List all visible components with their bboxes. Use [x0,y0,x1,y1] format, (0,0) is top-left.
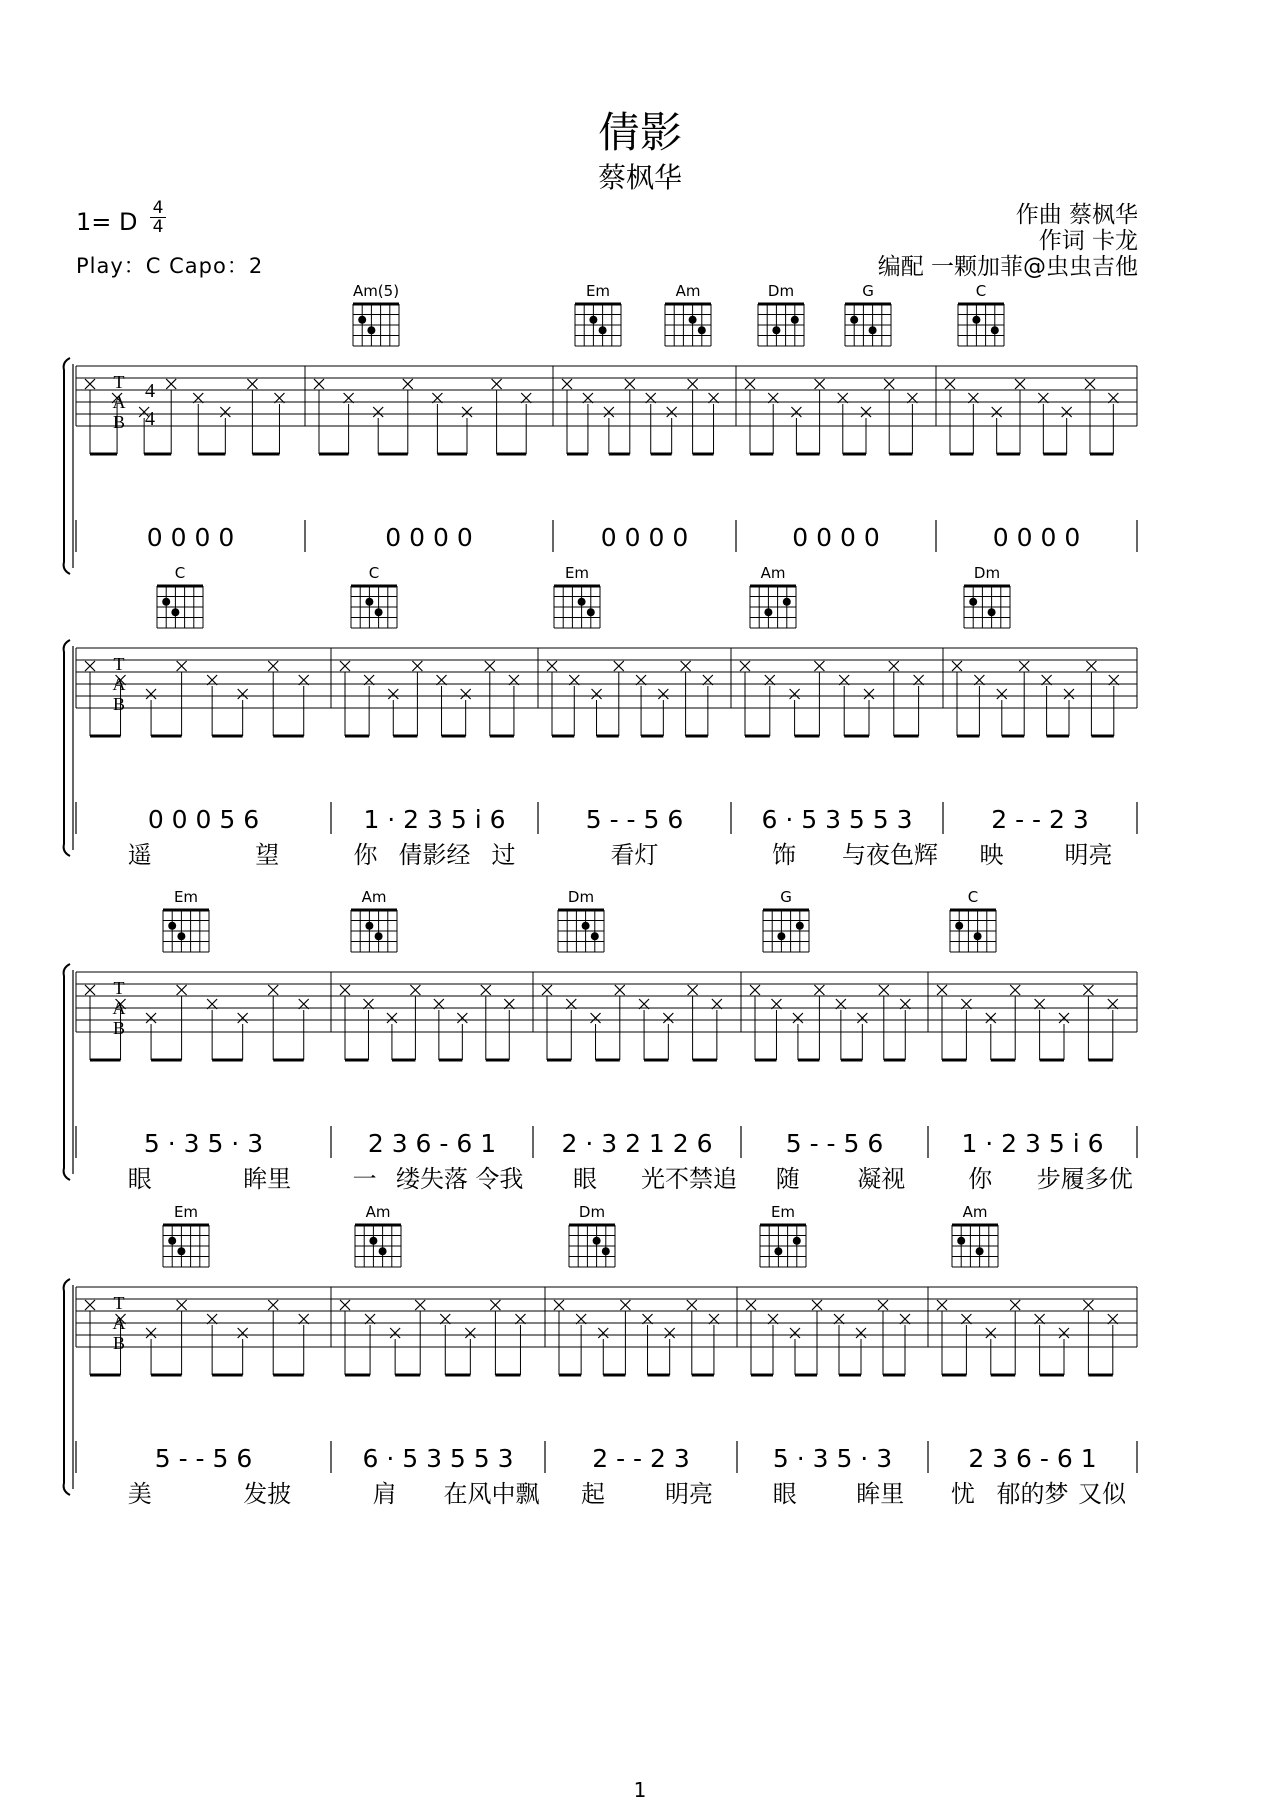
strum-x-mark [146,689,156,699]
strum-x-mark [490,1300,500,1310]
strum-x-mark [1083,1300,1093,1310]
chord-finger-dot [791,316,799,324]
chord-finger-dot [796,922,804,930]
chord-finger-dot [375,608,383,616]
lyric-text: 发披 [243,1480,292,1508]
chord-diagram [958,282,1004,346]
lyric-text: 缕失落 [396,1165,468,1193]
chord-finger-dot [162,598,170,606]
lyric-text: 又似 [1078,1480,1127,1508]
strum-x-mark [412,661,422,671]
chord-name: Am [365,1203,391,1221]
chord-diagram [351,564,397,628]
lyric-text: 美 [127,1480,152,1508]
jianpu-measure-notes: 5 - - 5 6 [785,1129,884,1158]
strum-x-mark [591,1013,601,1023]
chord-finger-dot [972,316,980,324]
strum-x-mark [373,407,383,417]
chord-finger-dot [177,1247,185,1255]
strum-x-mark [268,661,278,671]
tab-time-signature-digit: 4 [145,408,155,430]
strum-x-mark [247,379,257,389]
strum-x-mark [387,1013,397,1023]
chord-finger-dot [365,598,373,606]
tab-letter: T [113,978,125,998]
strum-x-mark [937,985,947,995]
strum-x-mark [746,1300,756,1310]
chord-name: Dm [767,282,795,300]
lyric-text: 望 [255,841,280,869]
chord-diagram [163,1203,209,1267]
strum-x-mark [864,689,874,699]
tab-letter: T [113,372,125,392]
lyric-text: 映 [979,841,1004,869]
strum-x-mark [997,689,1007,699]
strum-x-mark [992,407,1002,417]
strum-x-mark [1085,379,1095,389]
strum-x-mark [314,379,324,389]
chord-finger-dot [976,1247,984,1255]
chord-diagram [163,888,209,952]
tab-time-signature-digit: 4 [145,380,155,402]
jianpu-measure-notes: 0 0 0 5 6 [147,805,260,834]
chord-diagram [845,282,891,346]
strum-x-mark [461,689,471,699]
lyric-text: 倩影经 [398,841,471,869]
strum-x-mark [85,985,95,995]
jianpu-measure-notes: 1 · 2 3 5 i 6 [363,805,506,834]
chord-name: Em [173,888,199,906]
strum-x-mark [410,985,420,995]
tab-letter: B [112,1018,126,1038]
strum-x-mark [220,407,230,417]
strum-x-mark [390,1328,400,1338]
strum-x-mark [340,661,350,671]
strum-x-mark [790,1328,800,1338]
chord-diagram [353,282,399,346]
jianpu-measure-notes: 0 0 0 0 [792,523,880,552]
chord-name: Dm [973,564,1001,582]
strum-x-mark [592,689,602,699]
chord-name: C [975,282,987,300]
lyric-text: 凝视 [857,1165,906,1193]
chord-name: Dm [567,888,595,906]
jianpu-measure-notes: 2 - - 2 3 [991,805,1089,834]
chord-name: C [368,564,380,582]
jianpu-measure-notes: 6 · 5 3 5 5 3 [362,1444,514,1473]
lyric-text: 眸里 [856,1480,905,1508]
lyric-text: 与夜色辉 [842,841,938,869]
lyric-text: 看灯 [610,841,659,869]
tab-letter: B [112,412,126,432]
chord-finger-dot [698,326,706,334]
chord-diagram [575,282,621,346]
strum-x-mark [615,985,625,995]
lyric-text: 在风中飘 [443,1480,540,1508]
tab-letter: A [112,1313,126,1333]
strum-x-mark [542,985,552,995]
tab-letter: B [112,1333,126,1353]
strum-x-mark [177,661,187,671]
strum-x-mark [687,1300,697,1310]
strum-x-mark [625,379,635,389]
strum-x-mark [598,1328,608,1338]
system-bracket [64,358,70,574]
strum-x-mark [415,1300,425,1310]
chord-finger-dot [957,1237,965,1245]
chord-finger-dot [602,1247,610,1255]
chord-finger-dot [177,932,185,940]
chord-name: Dm [578,1203,606,1221]
chord-name: C [174,564,186,582]
song-artist: 蔡枫华 [597,161,682,194]
strum-x-mark [238,689,248,699]
strum-x-mark [812,1300,822,1310]
strum-x-mark [1010,1300,1020,1310]
strum-x-mark [878,1300,888,1310]
lyric-text: 眼 [772,1480,797,1508]
strum-x-mark [658,689,668,699]
chord-finger-dot [365,922,373,930]
credit-composer: 作曲 蔡枫华 [1015,202,1138,228]
chord-finger-dot [578,598,586,606]
strum-x-mark [462,407,472,417]
strum-x-mark [663,1013,673,1023]
jianpu-measure-notes: 2 3 6 - 6 1 [968,1444,1097,1473]
lyric-text: 眼 [127,1165,152,1193]
score-system [64,888,1137,1193]
chord-diagram [558,888,604,952]
chord-finger-dot [850,316,858,324]
strum-x-mark [177,985,187,995]
chord-name: Em [585,282,611,300]
strum-x-mark [740,661,750,671]
lyric-text: 饰 [772,841,796,869]
strum-x-mark [856,1328,866,1338]
chord-name: Am(5) [352,282,400,300]
strum-x-mark [937,1300,947,1310]
strum-x-mark [681,661,691,671]
tab-letter: B [112,694,126,714]
chord-name: Em [770,1203,796,1221]
strum-x-mark [238,1328,248,1338]
chord-finger-dot [379,1247,387,1255]
strum-x-mark [340,985,350,995]
chord-finger-dot [783,598,791,606]
chord-finger-dot [168,922,176,930]
jianpu-measure-notes: 2 - - 2 3 [592,1444,690,1473]
chord-diagram [569,1203,615,1267]
jianpu-measure-notes: 0 0 0 0 [992,523,1081,552]
jianpu-measure-notes: 1 · 2 3 5 i 6 [961,1129,1104,1158]
lyric-text: 眼 [573,1165,597,1193]
chord-finger-dot [587,608,595,616]
system-bracket [64,1279,70,1495]
song-title: 倩影 [597,108,682,157]
strum-x-mark [815,379,825,389]
chord-diagram [554,564,600,628]
tab-letter: A [112,392,126,412]
chord-finger-dot [369,1237,377,1245]
chord-finger-dot [168,1237,176,1245]
strum-x-mark [1059,1328,1069,1338]
score-system [64,282,1137,574]
strum-x-mark [879,985,889,995]
strum-x-mark [403,379,413,389]
strum-x-mark [457,1013,467,1023]
lyric-text: 郁的梦 [996,1480,1069,1508]
chord-finger-dot [988,608,996,616]
jianpu-measure-notes: 5 - - 5 6 [154,1444,253,1473]
lyric-text: 你 [968,1165,993,1193]
chord-diagram [758,282,804,346]
strum-x-mark [952,661,962,671]
strum-x-mark [986,1328,996,1338]
jianpu-measure-notes: 2 3 6 - 6 1 [367,1129,497,1158]
chord-diagram [665,282,711,346]
strum-x-mark [745,379,755,389]
lyric-text: 令我 [475,1165,524,1193]
jianpu-measure-notes: 5 · 3 5 · 3 [143,1129,264,1158]
strum-x-mark [750,985,760,995]
chord-finger-dot [772,326,780,334]
chord-diagram [952,1203,998,1267]
lyric-text: 明亮 [665,1480,713,1508]
lyric-text: 过 [491,841,516,869]
chord-diagram [351,888,397,952]
lyric-text: 一 [352,1165,377,1193]
strum-x-mark [388,689,398,699]
chord-name: Am [675,282,701,300]
chord-finger-dot [777,932,785,940]
strum-x-mark [1010,985,1020,995]
strum-x-mark [1019,661,1029,671]
lyric-text: 随 [775,1165,800,1193]
strum-x-mark [547,661,557,671]
chord-diagram [750,564,796,628]
chord-finger-dot [969,598,977,606]
strum-x-mark [793,1013,803,1023]
lyric-text: 明亮 [1064,841,1113,869]
jianpu-measure-notes: 0 0 0 0 [146,523,235,552]
lyric-text: 忧 [950,1480,975,1508]
lyric-text: 肩 [372,1480,397,1508]
chord-finger-dot [593,1237,601,1245]
strum-x-mark [85,661,95,671]
strum-x-mark [1059,1013,1069,1023]
score-system [64,564,1137,869]
strum-x-mark [945,379,955,389]
strum-x-mark [1086,661,1096,671]
play-capo-info: Play：C Capo：2 [76,254,264,278]
strum-x-mark [614,661,624,671]
chord-diagram [157,564,203,628]
chord-finger-dot [171,608,179,616]
strum-x-mark [814,661,824,671]
chord-finger-dot [764,608,772,616]
time-signature-bottom: 4 [152,217,164,237]
strum-x-mark [268,985,278,995]
strum-x-mark [889,661,899,671]
tab-letter: A [112,998,126,1018]
credit-lyricist: 作词 卡龙 [1038,228,1138,254]
strum-x-mark [492,379,502,389]
jianpu-measure-notes: 5 · 3 5 · 3 [772,1444,893,1473]
jianpu-measure-notes: 0 0 0 0 [385,523,473,552]
score-system [64,1203,1137,1508]
strum-x-mark [268,1300,278,1310]
lyric-text: 起 [581,1480,605,1508]
chord-finger-dot [358,316,366,324]
time-signature-top: 4 [152,198,164,218]
chord-finger-dot [793,1237,801,1245]
chord-finger-dot [869,326,877,334]
strum-x-mark [238,1013,248,1023]
strum-x-mark [1083,985,1093,995]
chord-finger-dot [591,932,599,940]
strum-x-mark [688,985,698,995]
strum-x-mark [85,1300,95,1310]
lyric-text: 你 [353,841,378,869]
chord-finger-dot [774,1247,782,1255]
tab-letter: A [112,674,126,694]
jianpu-measure-notes: 6 · 5 3 5 5 3 [761,805,913,834]
strum-x-mark [667,407,677,417]
chord-name: Em [564,564,590,582]
chord-diagram [355,1203,401,1267]
strum-x-mark [166,379,176,389]
jianpu-measure-notes: 2 · 3 2 1 2 6 [561,1129,713,1158]
chord-diagram [760,1203,806,1267]
strum-x-mark [986,1013,996,1023]
system-bracket [64,964,70,1180]
chord-name: Am [962,1203,988,1221]
strum-x-mark [1064,689,1074,699]
page-number: 1 [633,1778,647,1802]
chord-diagram [950,888,996,952]
strum-x-mark [861,407,871,417]
strum-x-mark [604,407,614,417]
chord-finger-dot [599,326,607,334]
chord-finger-dot [367,326,375,334]
lyric-text: 眸里 [243,1165,292,1193]
strum-x-mark [177,1300,187,1310]
strum-x-mark [688,379,698,389]
strum-x-mark [814,985,824,995]
strum-x-mark [554,1300,564,1310]
chord-finger-dot [375,932,383,940]
chord-finger-dot [974,932,982,940]
chord-name: G [780,888,792,906]
strum-x-mark [790,689,800,699]
chord-name: Em [173,1203,199,1221]
strum-x-mark [481,985,491,995]
strum-x-mark [620,1300,630,1310]
jianpu-measure-notes: 0 0 0 0 [600,523,689,552]
chord-finger-dot [582,922,590,930]
strum-x-mark [465,1328,475,1338]
tab-letter: T [113,654,125,674]
strum-x-mark [1015,379,1025,389]
chord-name: Am [361,888,387,906]
chord-finger-dot [955,922,963,930]
chord-name: C [967,888,979,906]
strum-x-mark [791,407,801,417]
jianpu-measure-notes: 5 - - 5 6 [585,805,684,834]
strum-x-mark [562,379,572,389]
strum-x-mark [146,1013,156,1023]
chord-finger-dot [589,316,597,324]
chord-diagram [964,564,1010,628]
lyric-text: 光不禁追 [641,1165,737,1193]
chord-finger-dot [991,326,999,334]
strum-x-mark [485,661,495,671]
chord-diagram [763,888,809,952]
credit-arranger: 编配 一颗加菲@虫虫吉他 [877,254,1138,280]
key-signature: 1= D [76,208,138,236]
strum-x-mark [665,1328,675,1338]
system-bracket [64,640,70,856]
strum-x-mark [340,1300,350,1310]
strum-x-mark [884,379,894,389]
lyric-text: 遥 [127,841,152,869]
lyric-text: 步履多优 [1036,1165,1133,1193]
strum-x-mark [85,379,95,389]
strum-x-mark [146,1328,156,1338]
tab-letter: T [113,1293,125,1313]
strum-x-mark [857,1013,867,1023]
strum-x-mark [1062,407,1072,417]
chord-name: Am [760,564,786,582]
chord-name: G [862,282,874,300]
chord-finger-dot [689,316,697,324]
